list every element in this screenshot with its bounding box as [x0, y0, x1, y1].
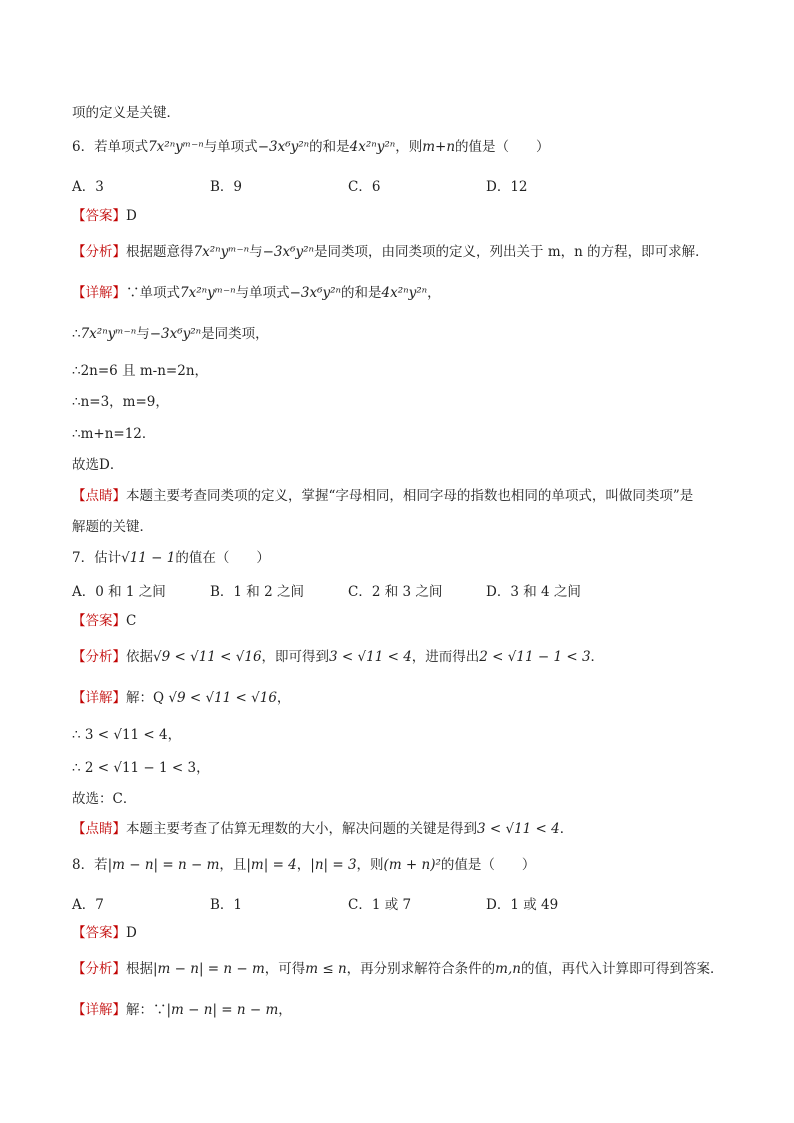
- q6-step-1: ∴7x²ⁿyᵐ⁻ⁿ与−3x⁶y²ⁿ是同类项，: [72, 326, 269, 342]
- q8-option-d: D．1 或 49: [486, 897, 559, 913]
- analysis-tag: 【分析】: [72, 244, 126, 260]
- q7-comment: 【点睛】本题主要考查了估算无理数的大小，解决问题的关键是得到3 < √11 < 4．: [72, 821, 574, 837]
- q7-stem: 7．估计√11 − 1的值在（ ）: [72, 550, 270, 566]
- q7-detail: 【详解】解：Q √9 < √11 < √16，: [72, 690, 291, 706]
- intro-line: 项的定义是关键．: [72, 105, 180, 121]
- q8-detail: 【详解】解：∵|m − n| = n − m，: [72, 1002, 292, 1018]
- q7-option-c: C．2 和 3 之间: [348, 584, 443, 600]
- q7-step-1: ∴ 3 < √11 < 4，: [72, 727, 182, 743]
- q6-comment-cont: 解题的关键．: [72, 519, 153, 535]
- q6-expr-2: −3x⁶y²ⁿ: [257, 139, 310, 155]
- q7-analysis: 【分析】依据√9 < √11 < √16，即可得到3 < √11 < 4，进而得出2 < √11 − 1 < 3．: [72, 649, 605, 665]
- q7-option-d: D．3 和 4 之间: [486, 584, 581, 600]
- q7-step-2: ∴ 2 < √11 − 1 < 3，: [72, 760, 210, 776]
- q6-option-d: D．12: [486, 179, 528, 195]
- q6-step-2: ∴2n=6 且 m-n=2n，: [72, 363, 209, 379]
- q8-analysis: 【分析】根据|m − n| = n − m，可得m ≤ n，再分别求解符合条件的m,n的值，再代入计算即可得到答案．: [72, 961, 724, 977]
- q6-comment: 【点睛】本题主要考查同类项的定义，掌握“字母相同，相同字母的指数也相同的单项式，叫做同类项”是: [72, 488, 694, 504]
- q6-answer: 【答案】D: [72, 208, 137, 224]
- q6-expr-4: m+n: [422, 139, 456, 155]
- q6-expr-3: 4x²ⁿy²ⁿ: [349, 139, 396, 155]
- q6-stem: 6．若单项式7x²ⁿyᵐ⁻ⁿ与单项式−3x⁶y²ⁿ的和是4x²ⁿy²ⁿ，则m+n的值是（ ）: [72, 139, 550, 155]
- answer-tag: 【答案】: [72, 208, 126, 224]
- q8-option-b: B．1: [210, 897, 243, 913]
- q6-analysis: 【分析】根据题意得7x²ⁿyᵐ⁻ⁿ与−3x⁶y²ⁿ是同类项，由同类项的定义，列出关于 m，n 的方程，即可求解．: [72, 244, 709, 260]
- q7-choose: 故选：C．: [72, 791, 137, 807]
- detail-tag: 【详解】: [72, 285, 126, 301]
- q6-step-4: ∴m+n=12．: [72, 426, 156, 442]
- q6-choose: 故选D．: [72, 457, 124, 473]
- q7-answer: 【答案】C: [72, 613, 137, 629]
- q8-answer: 【答案】D: [72, 925, 137, 941]
- q8-option-a: A．7: [72, 897, 104, 913]
- q7-option-b: B．1 和 2 之间: [210, 584, 304, 600]
- q6-expr-1: 7x²ⁿyᵐ⁻ⁿ: [148, 139, 204, 155]
- q6-option-c: C．6: [348, 179, 381, 195]
- q7-option-a: A．0 和 1 之间: [72, 584, 166, 600]
- q7-stem-expr: √11 − 1: [121, 550, 176, 566]
- comment-tag: 【点睛】: [72, 488, 126, 504]
- q6-step-3: ∴n=3，m=9，: [72, 394, 169, 410]
- q6-option-a: A．3: [72, 179, 104, 195]
- q8-option-c: C．1 或 7: [348, 897, 412, 913]
- q6-option-b: B．9: [210, 179, 243, 195]
- q8-stem: 8．若|m − n| = n − m，且|m| = 4，|n| = 3，则(m + n)²的值是（ ）: [72, 857, 536, 873]
- q6-detail: 【详解】∵单项式7x²ⁿyᵐ⁻ⁿ与单项式−3x⁶y²ⁿ的和是4x²ⁿy²ⁿ，: [72, 285, 441, 301]
